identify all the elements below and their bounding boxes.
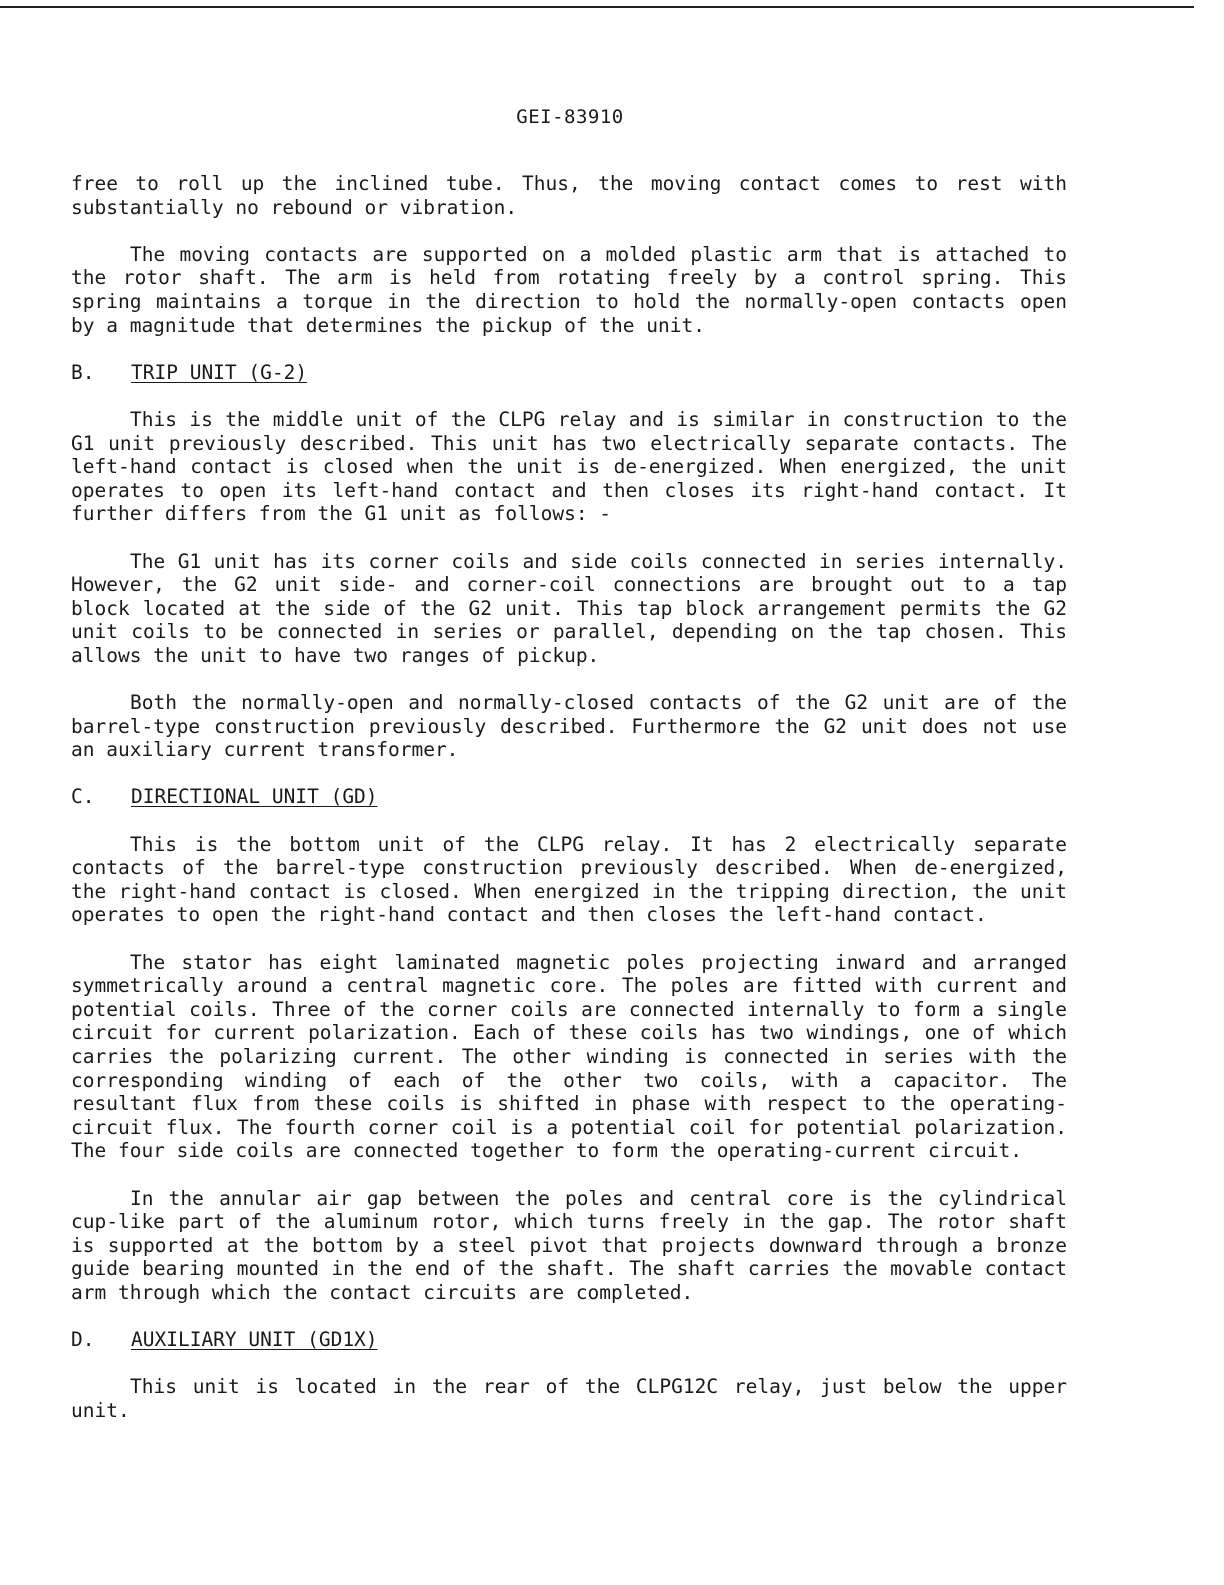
section-heading-c <box>71 785 1067 809</box>
paragraph: This is the middle unit of the CLPG relay and is similar in construction to the G1 unit previously described. This unit has two electrically separate contacts. The left-hand contact is closed when the unit is de-energized. When energized, the unit operates to open its left-hand contact and then closes its right-hand contact. It further differs from the G1 unit as follows: - <box>71 407 1067 526</box>
section-heading-d <box>71 1328 1067 1352</box>
page-body <box>71 172 1067 1422</box>
top-rule <box>0 6 1194 8</box>
section-letter: D. <box>71 1328 95 1352</box>
section-letter: B. <box>71 360 95 384</box>
paragraph: This is the bottom unit of the CLPG relay. It has 2 electrically separate contacts of the barrel-type construction previously described. When de-energized, the right-hand contact is closed. When energized in the tripping direction, the unit operates to open the right-hand contact and then closes the left-hand contact. <box>71 832 1067 927</box>
paragraph: This unit is located in the rear of the CLPG12C relay, just below the upper unit. <box>71 1375 1067 1422</box>
section-heading-b <box>71 361 1067 385</box>
paragraph-moving-contacts: The moving contacts are supported on a molded plastic arm that is attached to the rotor shaft. The arm is held from rotating freely by a control spring. This spring maintains a torque in the direction to hold the normally-open contacts open by a magnitude that determines the pickup of the unit. <box>71 242 1067 337</box>
section-title: AUXILIARY UNIT (GD1X) <box>131 1328 378 1352</box>
document-number: GEI-83910 <box>516 106 624 128</box>
paragraph-continuation: free to roll up the inclined tube. Thus, the moving contact comes to rest with substantially no rebound or vibration. <box>71 172 1067 219</box>
section-letter: C. <box>71 785 95 809</box>
paragraph: The G1 unit has its corner coils and side coils connected in series internally. However, the G2 unit side- and corner-coil connections are brought out to a tap block located at the side of the G2 unit. This tap block arrangement permits the G2 unit coils to be connected in series or parallel, depending on the tap chosen. This allows the unit to have two ranges of pickup. <box>71 549 1067 667</box>
section-title: TRIP UNIT (G-2) <box>131 360 308 384</box>
paragraph: In the annular air gap between the poles and central core is the cylindrical cup-like part of the aluminum rotor, which turns freely in the gap. The rotor shaft is supported at the bottom by a steel pivot that projects downward through a bronze guide bearing mounted in the end of the shaft. The shaft carries the movable contact arm through which the contact circuits are completed. <box>71 1186 1067 1304</box>
section-title: DIRECTIONAL UNIT (GD) <box>131 785 378 809</box>
paragraph: Both the normally-open and normally-closed contacts of the G2 unit are of the barrel-type construction previously described. Furthermore the G2 unit does not use an auxiliary current transformer. <box>71 691 1067 762</box>
paragraph: The stator has eight laminated magnetic poles projecting inward and arranged symmetrically around a central magnetic core. The poles are fitted with current and potential coils. Three of the corner coils are connected internally to form a single circuit for current polarization. Each of these coils has two windings, one of which carries the polarizing current. The other winding is connected in series with the corresponding winding of each of the other two coils, with a capacitor. The resultant flux from these coils is shifted in phase with respect to the operating-circuit flux. The fourth corner coil is a potential coil for potential polarization. The four side coils are connected together to form the operating-current circuit. <box>71 950 1067 1163</box>
